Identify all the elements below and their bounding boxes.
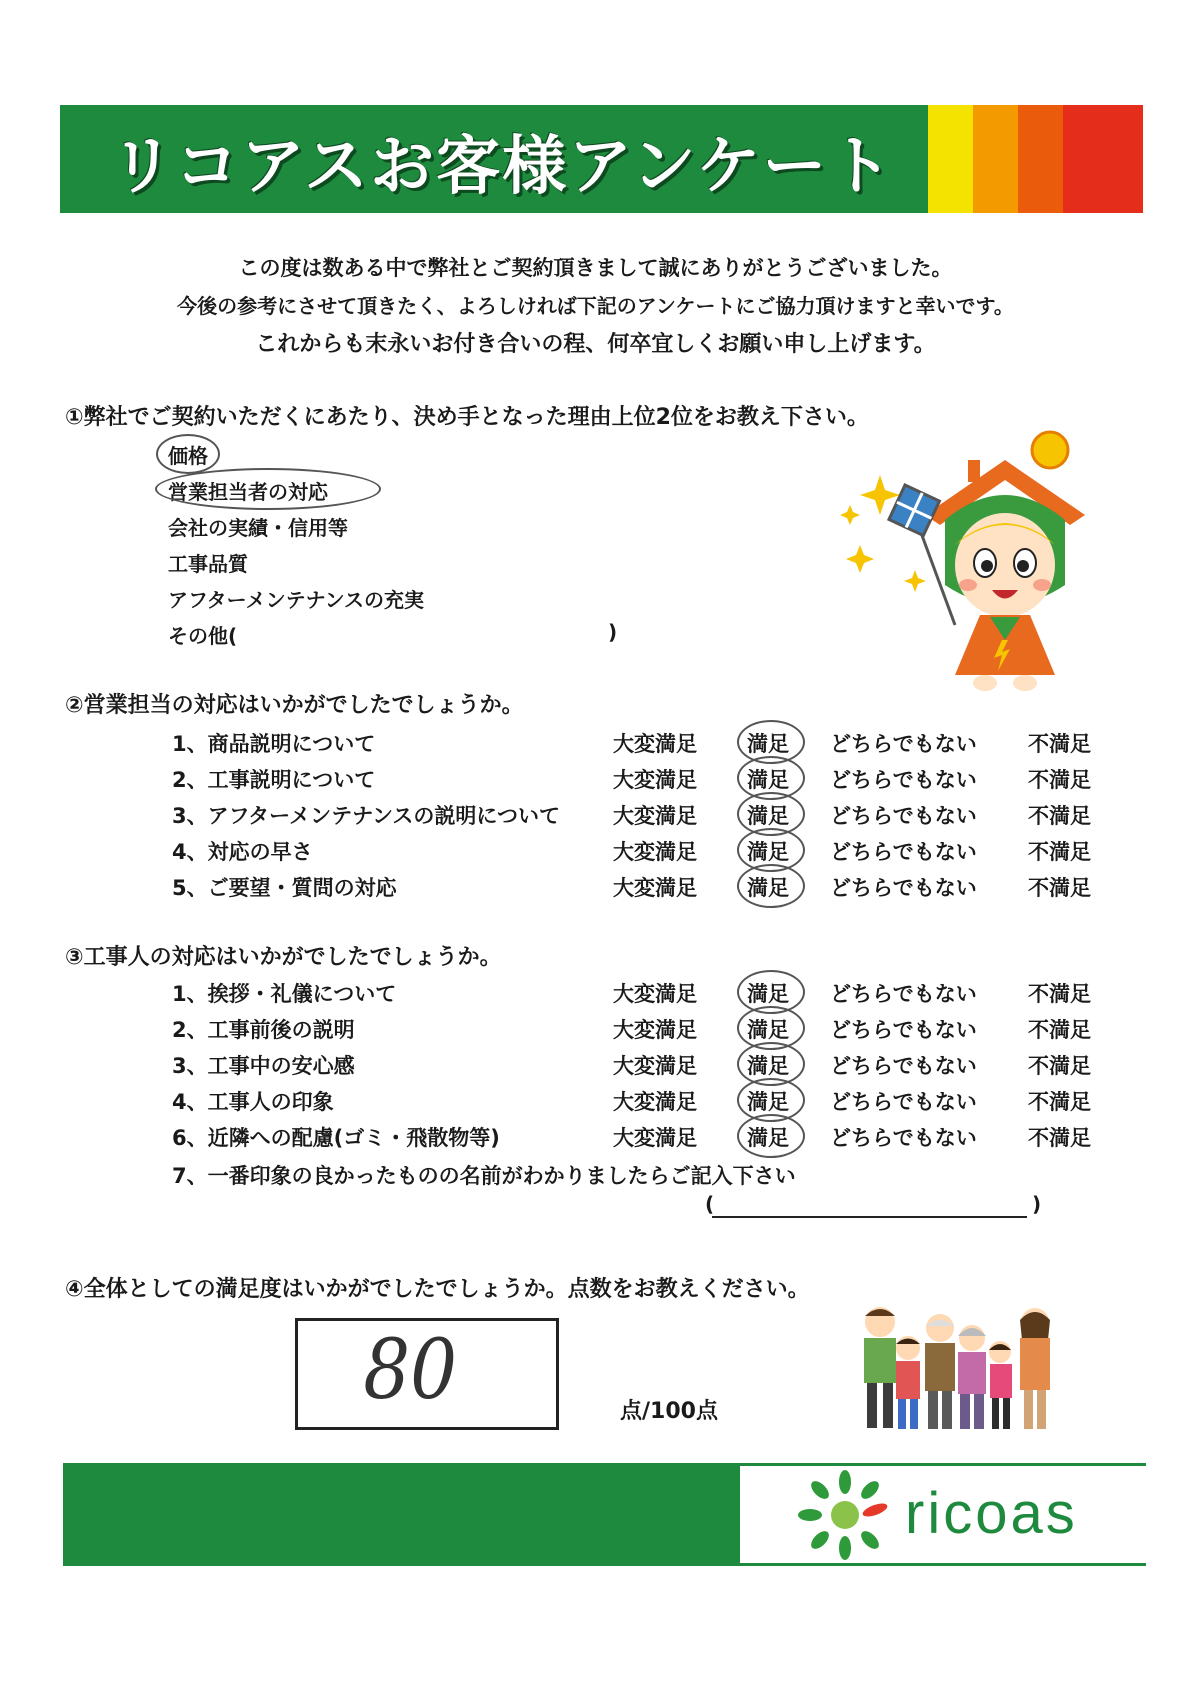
q1-option-price[interactable]: 価格 xyxy=(168,444,208,468)
scale-very-satisfied[interactable]: 大変満足 xyxy=(613,1054,697,1078)
header-stripe-orange xyxy=(973,105,1018,213)
q3-item-7-label: 7、一番印象の良かったものの名前がわかりましたらご記入下さい xyxy=(172,1164,796,1188)
scale-very-satisfied[interactable]: 大変満足 xyxy=(613,1126,697,1150)
scale-unsatisfied[interactable]: 不満足 xyxy=(1028,876,1091,900)
q3-item-label: 4、工事人の印象 xyxy=(172,1090,334,1114)
q3-row xyxy=(0,1086,1191,1122)
q2-item-label: 2、工事説明について xyxy=(172,768,376,792)
q3-row xyxy=(0,1122,1191,1158)
scale-satisfied[interactable]: 満足 xyxy=(747,982,789,1006)
scale-neutral[interactable]: どちらでもない xyxy=(830,1126,977,1150)
scale-unsatisfied[interactable]: 不満足 xyxy=(1028,732,1091,756)
scale-neutral[interactable]: どちらでもない xyxy=(830,840,977,864)
header-stripe-dark-orange xyxy=(1018,105,1063,213)
scale-satisfied[interactable]: 満足 xyxy=(747,1018,789,1042)
q2-title: ②営業担当の対応はいかがでしたでしょうか。 xyxy=(65,693,524,718)
scale-satisfied[interactable]: 満足 xyxy=(747,732,789,756)
intro-line-1: この度は数ある中で弊社とご契約頂きまして誠にありがとうございました。 xyxy=(238,256,953,280)
scale-neutral[interactable]: どちらでもない xyxy=(830,1054,977,1078)
intro-line-3: これからも末永いお付き合いの程、何卒宜しくお願い申し上げます。 xyxy=(255,332,936,357)
scale-unsatisfied[interactable]: 不満足 xyxy=(1028,982,1091,1006)
family-illustration xyxy=(850,1300,1090,1440)
q2-item-label: 1、商品説明について xyxy=(172,732,376,756)
scale-unsatisfied[interactable]: 不満足 xyxy=(1028,1126,1091,1150)
scale-neutral[interactable]: どちらでもない xyxy=(830,1090,977,1114)
q2-row xyxy=(0,764,1191,800)
scale-very-satisfied[interactable]: 大変満足 xyxy=(613,732,697,756)
scale-satisfied[interactable]: 満足 xyxy=(747,1054,789,1078)
intro-line-2: 今後の参考にさせて頂きたく、よろしければ下記のアンケートにご協力頂けますと幸いです。 xyxy=(177,294,1014,318)
header-banner xyxy=(60,105,1143,213)
scale-very-satisfied[interactable]: 大変満足 xyxy=(613,804,697,828)
scale-unsatisfied[interactable]: 不満足 xyxy=(1028,840,1091,864)
scale-very-satisfied[interactable]: 大変満足 xyxy=(613,1018,697,1042)
score-suffix: 点/100点 xyxy=(620,1399,718,1424)
q1-option-sales-response-circle xyxy=(155,468,381,510)
q3-item-label: 2、工事前後の説明 xyxy=(172,1018,355,1042)
q2-item-label: 3、アフターメンテナンスの説明について xyxy=(172,804,560,828)
q2-row xyxy=(0,728,1191,764)
q2-row xyxy=(0,872,1191,908)
q1-option-quality[interactable]: 工事品質 xyxy=(168,552,248,576)
scale-unsatisfied[interactable]: 不満足 xyxy=(1028,768,1091,792)
scale-very-satisfied[interactable]: 大変満足 xyxy=(613,768,697,792)
q1-option-price-circle xyxy=(156,434,220,474)
page-title: リコアスお客様アンケート xyxy=(110,130,895,204)
q3-item-7-answer-line[interactable] xyxy=(712,1216,1027,1218)
q3-item-label: 6、近隣への配慮(ゴミ・飛散物等) xyxy=(172,1126,500,1150)
q3-row xyxy=(0,1050,1191,1086)
answer-circle xyxy=(737,864,805,908)
brand-name: ricoas xyxy=(905,1481,1078,1546)
answer-circle xyxy=(737,1114,805,1158)
scale-satisfied[interactable]: 満足 xyxy=(747,1126,789,1150)
q2-item-label: 5、ご要望・質問の対応 xyxy=(172,876,397,900)
scale-neutral[interactable]: どちらでもない xyxy=(830,982,977,1006)
footer-line xyxy=(63,1563,1146,1566)
q1-title: ①弊社でご契約いただくにあたり、決め手となった理由上位2位をお教え下さい。 xyxy=(65,405,869,430)
scale-very-satisfied[interactable]: 大変満足 xyxy=(613,982,697,1006)
score-box[interactable] xyxy=(295,1318,559,1430)
q4-title: ④全体としての満足度はいかがでしたでしょうか。点数をお教えください。 xyxy=(65,1277,810,1302)
scale-unsatisfied[interactable]: 不満足 xyxy=(1028,1090,1091,1114)
q1-option-sales-response[interactable]: 営業担当者の対応 xyxy=(168,480,328,504)
header-stripe-red xyxy=(1063,105,1143,213)
scale-satisfied[interactable]: 満足 xyxy=(747,1090,789,1114)
scale-satisfied[interactable]: 満足 xyxy=(747,840,789,864)
q3-row xyxy=(0,1014,1191,1050)
scale-satisfied[interactable]: 満足 xyxy=(747,804,789,828)
q3-title: ③工事人の対応はいかがでしたでしょうか。 xyxy=(65,945,502,970)
q3-item-label: 3、工事中の安心感 xyxy=(172,1054,355,1078)
q1-option-track-record[interactable]: 会社の実績・信用等 xyxy=(168,516,348,540)
scale-neutral[interactable]: どちらでもない xyxy=(830,804,977,828)
q3-row xyxy=(0,978,1191,1014)
header-stripe-yellow xyxy=(928,105,973,213)
q2-row xyxy=(0,836,1191,872)
q3-item-label: 1、挨拶・礼儀について xyxy=(172,982,397,1006)
mascot-illustration xyxy=(840,425,1100,695)
scale-neutral[interactable]: どちらでもない xyxy=(830,768,977,792)
scale-unsatisfied[interactable]: 不満足 xyxy=(1028,1018,1091,1042)
ricoas-logo-icon xyxy=(790,1470,900,1560)
scale-neutral[interactable]: どちらでもない xyxy=(830,1018,977,1042)
q3-item-7-close: ) xyxy=(1032,1192,1042,1216)
scale-unsatisfied[interactable]: 不満足 xyxy=(1028,804,1091,828)
scale-very-satisfied[interactable]: 大変満足 xyxy=(613,840,697,864)
q2-item-label: 4、対応の早さ xyxy=(172,840,313,864)
scale-unsatisfied[interactable]: 不満足 xyxy=(1028,1054,1091,1078)
scale-satisfied[interactable]: 満足 xyxy=(747,876,789,900)
q1-option-other[interactable]: その他( xyxy=(168,624,238,648)
q3-item-7-open: ( xyxy=(705,1192,715,1216)
scale-very-satisfied[interactable]: 大変満足 xyxy=(613,876,697,900)
scale-very-satisfied[interactable]: 大変満足 xyxy=(613,1090,697,1114)
q1-option-aftercare[interactable]: アフターメンテナンスの充実 xyxy=(168,588,424,612)
scale-satisfied[interactable]: 満足 xyxy=(747,768,789,792)
scale-neutral[interactable]: どちらでもない xyxy=(830,732,977,756)
scale-neutral[interactable]: どちらでもない xyxy=(830,876,977,900)
score-handwritten-value: 80 xyxy=(363,1323,458,1418)
q1-other-close: ) xyxy=(608,620,618,644)
q2-row xyxy=(0,800,1191,836)
